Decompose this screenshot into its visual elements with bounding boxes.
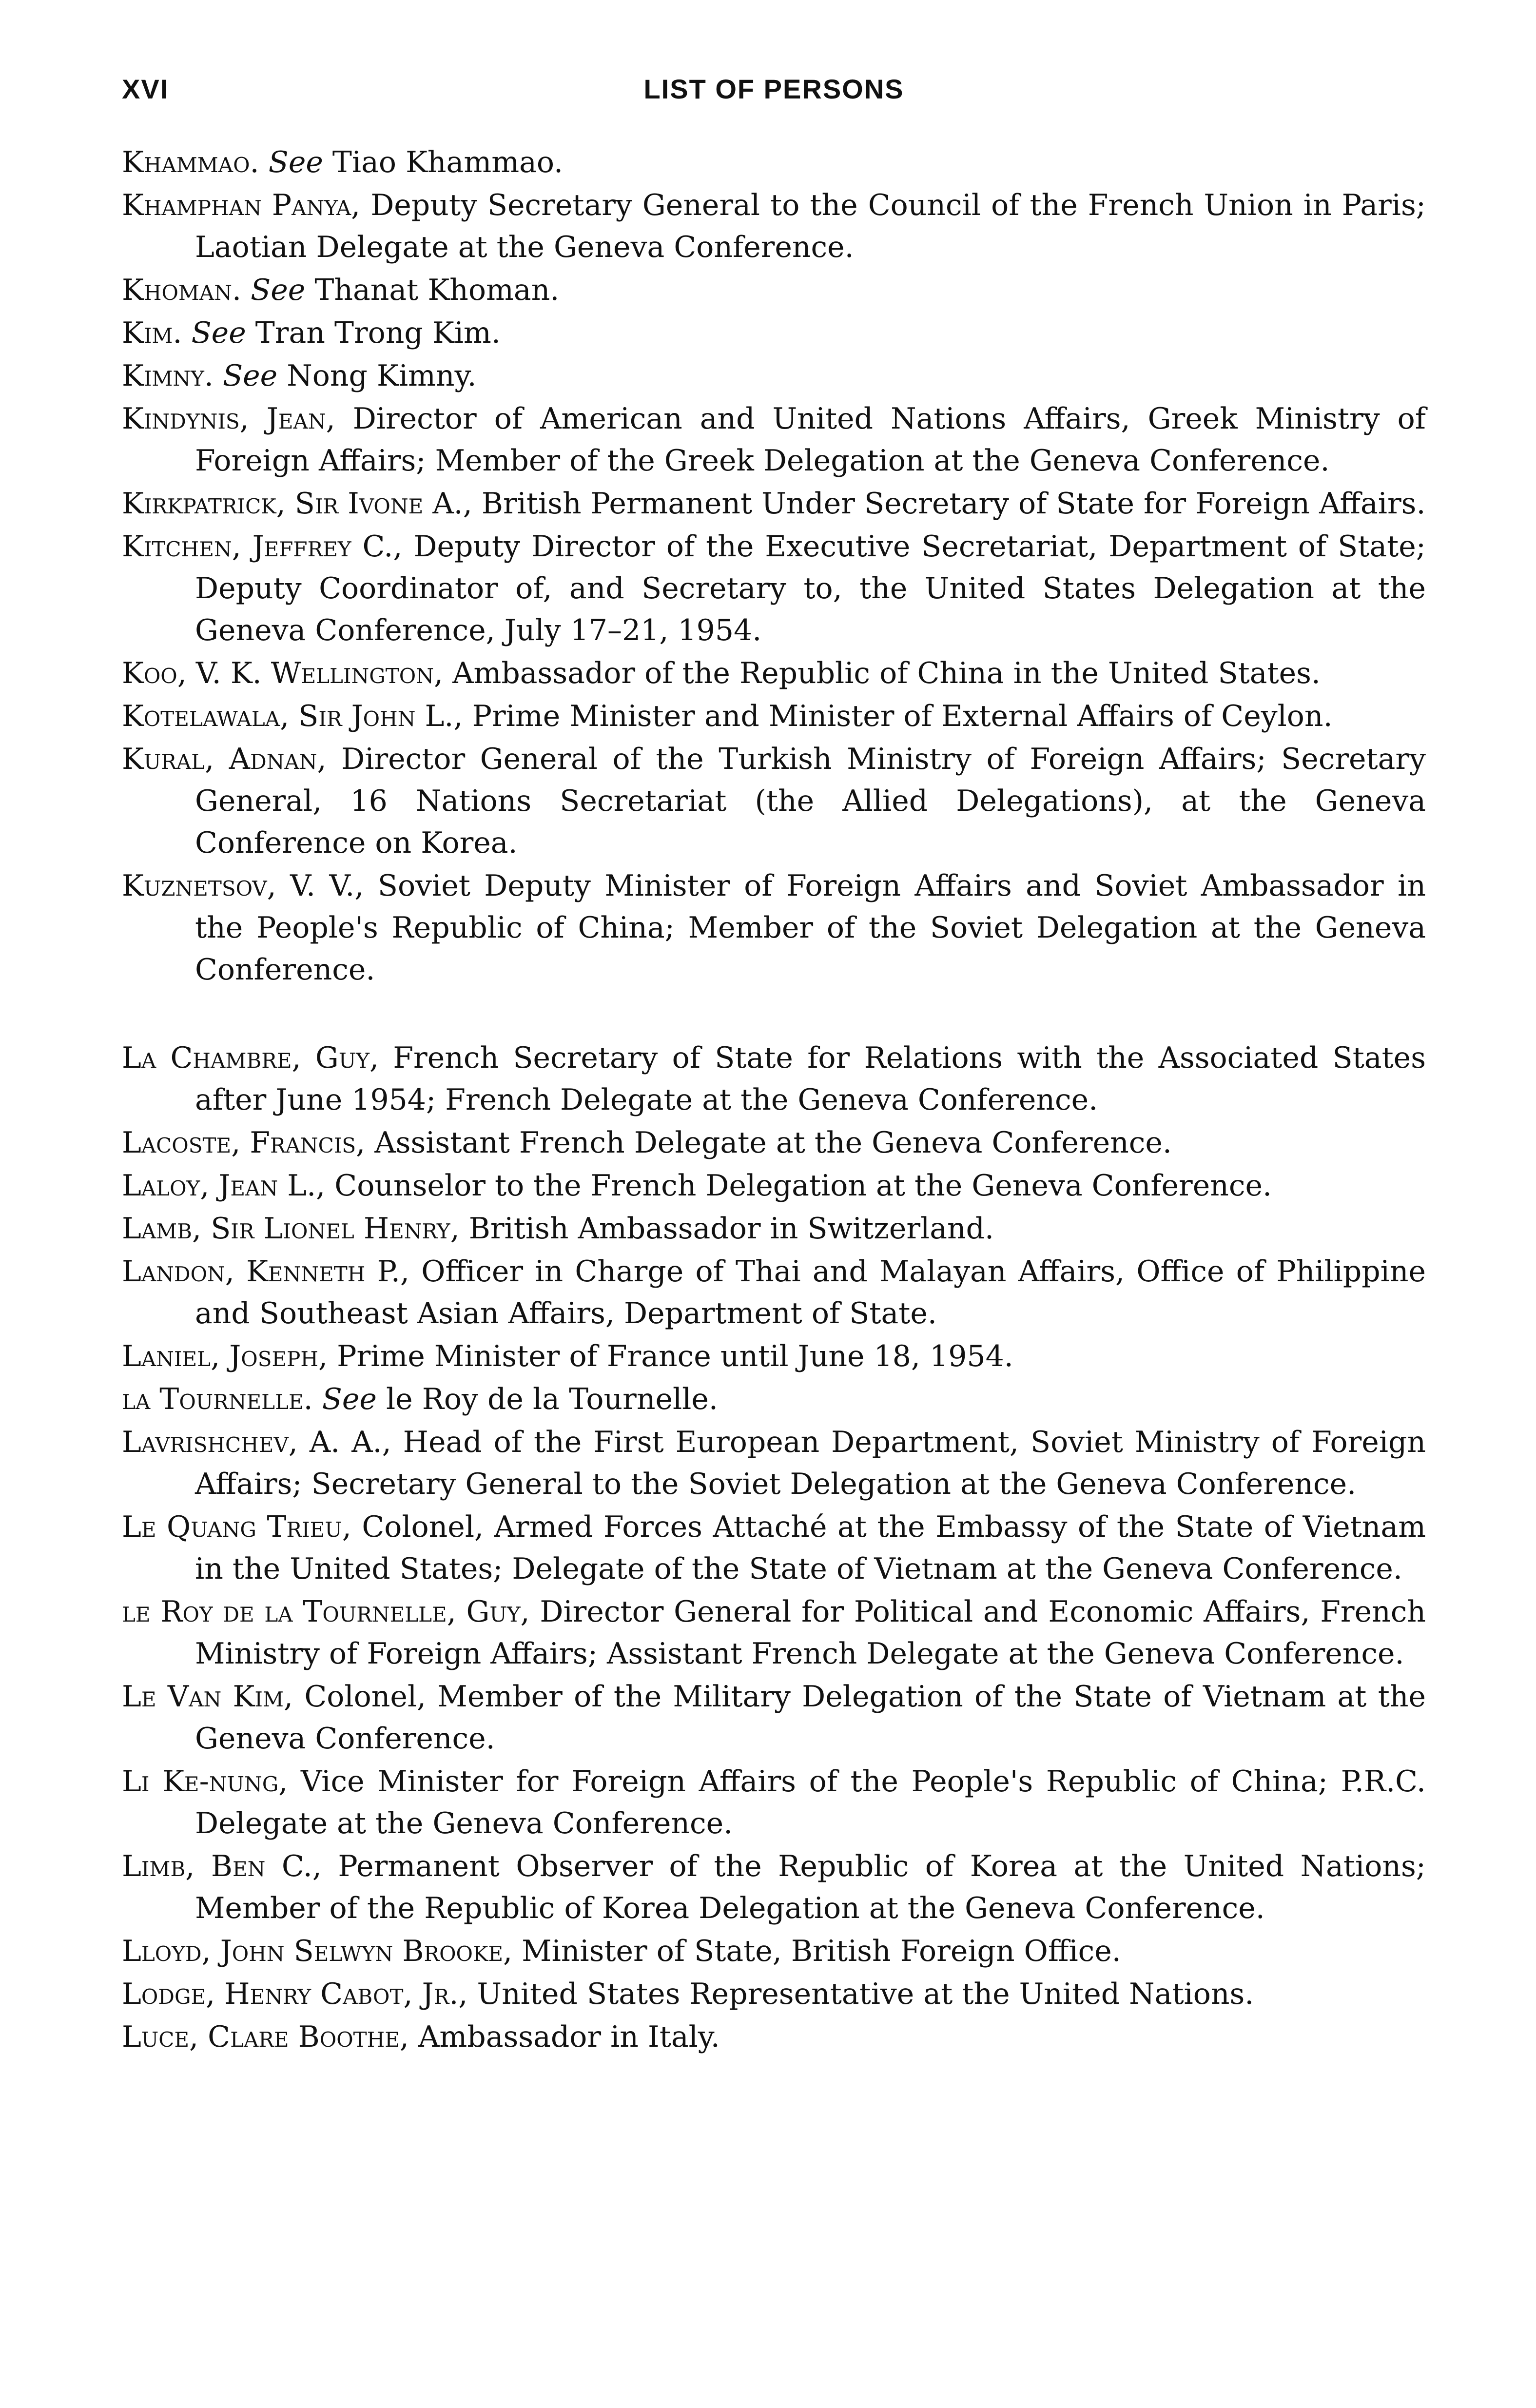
person-name: Laloy, Jean L., — [122, 1169, 326, 1203]
entry-description: Permanent Observer of the Republic of Korea at the United Nations; Member of the Republic of Korea Delegation at the Geneva Conference. — [195, 1849, 1426, 1925]
person-name: Landon, Kenneth P., — [122, 1254, 409, 1289]
list-entry — [122, 1208, 1426, 1250]
person-name: Koo, V. K. Wellington, — [122, 656, 444, 690]
person-name: Khoman. — [122, 273, 242, 307]
entry-description: British Permanent Under Secretary of State for Foreign Affairs. — [472, 487, 1426, 521]
person-name: Kitchen, Jeffrey C., — [122, 529, 403, 564]
list-entry — [122, 1378, 1426, 1420]
entry-description: United States Representative at the United Nations. — [467, 1977, 1254, 2011]
entry-description: Assistant French Delegate at the Geneva Conference. — [365, 1126, 1172, 1160]
person-name: Kim. — [122, 316, 182, 350]
entry-description: Tiao Khammao. — [323, 145, 564, 179]
person-name: La Chambre, Guy, — [122, 1041, 379, 1075]
person-name: Kirkpatrick, Sir Ivone A., — [122, 487, 472, 521]
list-entry — [122, 184, 1426, 268]
person-name: Lloyd, John Selwyn Brooke, — [122, 1934, 513, 1968]
list-entry — [122, 1122, 1426, 1164]
person-name: Le Van Kim, — [122, 1680, 293, 1714]
section-k-entries — [122, 141, 1426, 991]
person-name: Kindynis, Jean, — [122, 402, 335, 436]
page-header — [122, 73, 1426, 122]
entry-description: Colonel, Member of the Military Delegation of the State of Vietnam at the Geneva Conference. — [195, 1680, 1426, 1756]
running-title: LIST OF PERSONS — [643, 74, 904, 104]
person-name: Lodge, Henry Cabot, Jr., — [122, 1977, 468, 2011]
entry-description: Head of the First European Department, Soviet Ministry of Foreign Affairs; Secretary General to the Soviet Delegation at the Geneva Conference. — [195, 1425, 1426, 1501]
list-entry — [122, 695, 1426, 737]
entry-description: le Roy de la Tournelle. — [376, 1382, 718, 1416]
list-entry — [122, 1335, 1426, 1377]
person-name: Laniel, Joseph, — [122, 1339, 328, 1373]
entry-description: Vice Minister for Foreign Affairs of the People's Republic of China; P.R.C. Delegate at the Geneva Conference. — [195, 1764, 1426, 1840]
entry-description: Colonel, Armed Forces Attaché at the Embassy of the State of Vietnam in the United States; Delegate of the State of Vietnam at the Geneva Conference. — [195, 1510, 1426, 1586]
entries-list — [122, 141, 1426, 2058]
entry-description: French Secretary of State for Relations with the Associated States after June 1954; French Delegate at the Geneva Conference. — [195, 1041, 1426, 1117]
list-entry — [122, 1761, 1426, 1844]
person-name: la Tournelle. — [122, 1382, 313, 1416]
entry-description: Deputy Director of the Executive Secretariat, Department of State; Deputy Coordinator of, and Secretary to, the United States Delegation at the Geneva Conference, July 17–21, 1954. — [195, 529, 1426, 647]
entry-description: Ambassador in Italy. — [409, 2020, 720, 2054]
person-name: Luce, Clare Boothe, — [122, 2020, 409, 2054]
entry-description: Deputy Secretary General to the Council of the French Union in Paris; Laotian Delegate at the Geneva Conference. — [195, 188, 1426, 264]
person-name: Kural, Adnan, — [122, 742, 327, 776]
person-name: Kuznetsov, V. V., — [122, 869, 364, 903]
entry-description: Tran Trong Kim. — [246, 316, 501, 350]
list-entry — [122, 355, 1426, 397]
see-reference: See — [322, 1382, 377, 1416]
person-name: Khamphan Panya, — [122, 188, 361, 222]
entry-description: Director General for Political and Economic Affairs, French Ministry of Foreign Affairs; Assistant French Delegate at the Geneva Conference. — [195, 1595, 1426, 1671]
entry-description: Ambassador of the Republic of China in the United States. — [443, 656, 1321, 690]
section-l-entries — [122, 1037, 1426, 2058]
list-entry — [122, 269, 1426, 311]
list-entry — [122, 2016, 1426, 2058]
entry-description: Director General of the Turkish Ministry of Foreign Affairs; Secretary General, 16 Nations Secretariat (the Allied Delegations), at the Geneva Conference on Korea. — [195, 742, 1426, 860]
list-entry — [122, 1421, 1426, 1505]
person-name: Le Quang Trieu, — [122, 1510, 351, 1544]
list-entry — [122, 1845, 1426, 1929]
list-entry — [122, 398, 1426, 482]
list-entry — [122, 738, 1426, 864]
entry-description: Prime Minister and Minister of External Affairs of Ceylon. — [463, 699, 1333, 733]
entry-description: Soviet Deputy Minister of Foreign Affairs and Soviet Ambassador in the People's Republic of China; Member of the Soviet Delegation at the Geneva Conference. — [195, 869, 1426, 987]
person-name: Li Ke-nung, — [122, 1764, 288, 1799]
see-reference: See — [191, 316, 246, 350]
list-entry — [122, 1591, 1426, 1675]
list-entry — [122, 1037, 1426, 1121]
list-entry — [122, 141, 1426, 183]
entry-description: Minister of State, British Foreign Office. — [512, 1934, 1121, 1968]
list-entry — [122, 1251, 1426, 1334]
list-entry — [122, 1973, 1426, 2015]
entry-description: Officer in Charge of Thai and Malayan Affairs, Office of Philippine and Southeast Asian Affairs, Department of State. — [195, 1254, 1426, 1331]
document-page — [122, 73, 1426, 2058]
person-name: le Roy de la Tournelle, Guy, — [122, 1595, 530, 1629]
section-separator — [122, 991, 1426, 1037]
list-entry — [122, 865, 1426, 991]
person-name: Limb, Ben C., — [122, 1849, 322, 1883]
entry-description: Counselor to the French Delegation at the Geneva Conference. — [325, 1169, 1272, 1203]
list-entry — [122, 1506, 1426, 1590]
list-entry — [122, 1930, 1426, 1972]
person-name: Lavrishchev, A. A., — [122, 1425, 391, 1459]
person-name: Kotelawala, Sir John L., — [122, 699, 463, 733]
person-name: Lamb, Sir Lionel Henry, — [122, 1212, 460, 1246]
entry-description: Nong Kimny. — [277, 359, 477, 393]
list-entry — [122, 1165, 1426, 1207]
entry-description: Prime Minister of France until June 18, 1954. — [328, 1339, 1013, 1373]
list-entry — [122, 652, 1426, 694]
page-number: XVI — [122, 74, 169, 104]
list-entry — [122, 312, 1426, 354]
see-reference: See — [268, 145, 323, 179]
list-entry — [122, 1676, 1426, 1760]
see-reference: See — [251, 273, 306, 307]
see-reference: See — [223, 359, 278, 393]
entry-description: British Ambassador in Switzerland. — [459, 1212, 994, 1246]
person-name: Khammao. — [122, 145, 259, 179]
entry-description: Thanat Khoman. — [305, 273, 560, 307]
person-name: Kimny. — [122, 359, 214, 393]
entry-description: Director of American and United Nations Affairs, Greek Ministry of Foreign Affairs; Member of the Greek Delegation at the Geneva Conference. — [195, 402, 1426, 478]
list-entry — [122, 526, 1426, 651]
person-name: Lacoste, Francis, — [122, 1126, 366, 1160]
list-entry — [122, 483, 1426, 525]
